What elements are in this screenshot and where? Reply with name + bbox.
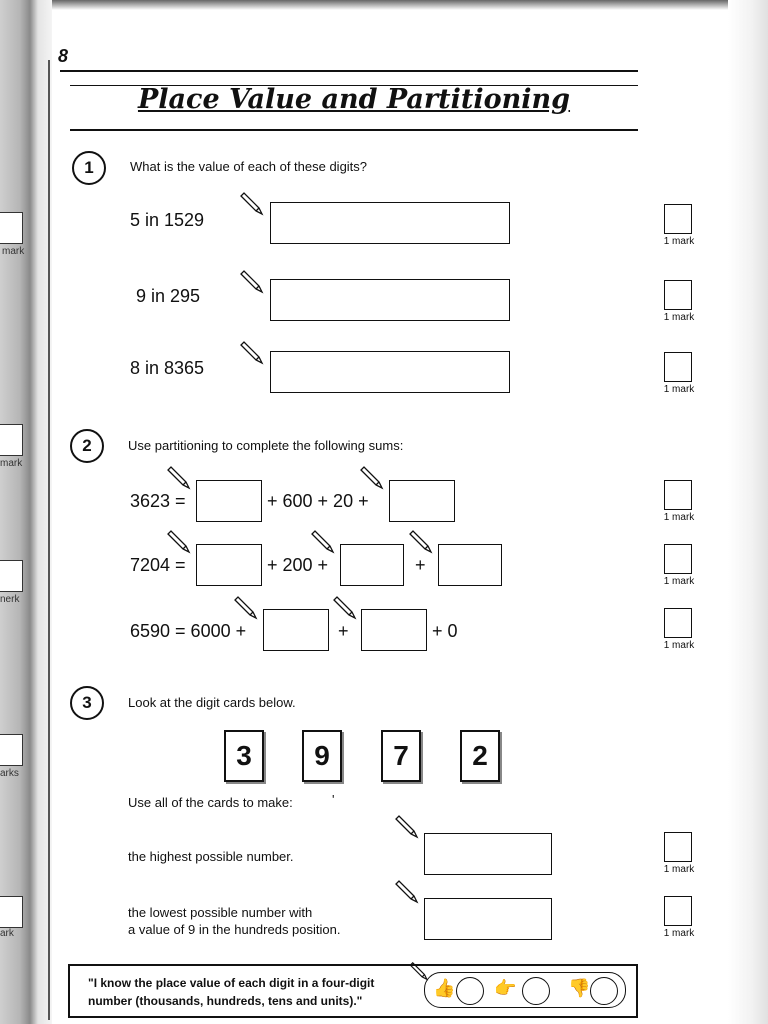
q2-row3-end: + 0 xyxy=(432,621,458,641)
page-title: Place Value and Partitioning xyxy=(137,84,571,115)
header-rule-top xyxy=(60,70,638,72)
mark-box[interactable] xyxy=(664,832,692,862)
question-number: 1 xyxy=(72,151,106,185)
prev-page-mark-label: mark xyxy=(2,246,25,257)
statement-line: number (thousands, hundreds, tens and units)." xyxy=(88,994,363,1008)
question-number: 2 xyxy=(70,429,104,463)
pencil-icon xyxy=(358,466,386,494)
mark-label: 1 mark xyxy=(663,640,695,651)
q3-part-a: the highest possible number. xyxy=(128,849,294,864)
q3-instruction: Use all of the cards to make: xyxy=(128,795,293,810)
prev-page-mark-box xyxy=(0,896,23,928)
prev-page-mark-box xyxy=(0,734,23,766)
mark-label: 1 mark xyxy=(663,512,695,523)
book-spine xyxy=(0,0,52,1024)
mark-label: 1 mark xyxy=(663,576,695,587)
q2-answer-box[interactable] xyxy=(196,544,262,586)
q2-row3-lhs: 6590 = 6000 + xyxy=(130,621,247,641)
q2-answer-box[interactable] xyxy=(438,544,502,586)
rating-circle-needs-work[interactable] xyxy=(590,977,618,1005)
q2-answer-box[interactable] xyxy=(340,544,404,586)
pencil-icon xyxy=(309,530,337,558)
prev-page-mark-label: arks xyxy=(0,768,19,779)
q1-answer-box[interactable] xyxy=(270,351,510,393)
q2-row2-mid: + 200 + xyxy=(267,555,329,575)
self-assessment-statement xyxy=(88,974,418,1010)
rating-circle-good[interactable] xyxy=(456,977,484,1005)
thumb-down-icon: 👎 xyxy=(568,978,591,998)
mark-box[interactable] xyxy=(664,204,692,234)
statement-line: "I know the place value of each digit in a four-digit xyxy=(88,976,375,990)
thumb-up-icon: 👍 xyxy=(433,978,456,998)
digit-card: 9 xyxy=(302,730,342,782)
stray-mark: ' xyxy=(332,792,335,807)
mark-box[interactable] xyxy=(664,280,692,310)
digit-card: 7 xyxy=(381,730,421,782)
pencil-icon xyxy=(165,466,193,494)
header-rule-bottom xyxy=(70,129,638,131)
q2-row2-plus: + xyxy=(415,555,426,575)
mark-box[interactable] xyxy=(664,896,692,926)
mark-label: 1 mark xyxy=(663,384,695,395)
q2-answer-box[interactable] xyxy=(389,480,455,522)
pencil-icon xyxy=(238,270,266,298)
question-prompt: What is the value of each of these digits? xyxy=(130,159,368,174)
prev-page-mark-box xyxy=(0,560,23,592)
q2-row1-lhs: 3623 = xyxy=(130,491,186,511)
rating-circle-ok[interactable] xyxy=(522,977,550,1005)
q1-item-label: 8 in 8365 xyxy=(130,358,205,378)
page-margin-line xyxy=(48,60,50,1020)
question-prompt: Look at the digit cards below. xyxy=(128,695,296,710)
pencil-icon xyxy=(331,596,359,624)
mark-label: 1 mark xyxy=(663,236,695,247)
prev-page-mark-box xyxy=(0,212,23,244)
page-top-shadow xyxy=(0,0,768,10)
q2-row1-mid: + 600 + 20 + xyxy=(267,491,369,511)
mark-label: 1 mark xyxy=(663,312,695,323)
mark-box[interactable] xyxy=(664,608,692,638)
q2-answer-box[interactable] xyxy=(196,480,262,522)
q1-answer-box[interactable] xyxy=(270,279,510,321)
pencil-icon xyxy=(407,530,435,558)
pencil-icon xyxy=(393,880,421,908)
q2-answer-box[interactable] xyxy=(263,609,329,651)
prev-page-mark-box xyxy=(0,424,23,456)
page-edge-shadow xyxy=(728,0,768,1024)
pencil-icon xyxy=(232,596,260,624)
q2-row3-plus: + xyxy=(338,621,349,641)
q1-answer-box[interactable] xyxy=(270,202,510,244)
prev-page-mark-label: ark xyxy=(0,928,14,939)
prev-page-mark-label: mark xyxy=(0,458,23,469)
pencil-icon xyxy=(238,341,266,369)
page-number: 8 xyxy=(58,46,69,66)
q2-row2-lhs: 7204 = xyxy=(130,555,186,575)
thumb-sideways-icon: 👉 xyxy=(494,978,517,998)
pencil-icon xyxy=(238,192,266,220)
pencil-icon xyxy=(393,815,421,843)
prev-page-mark-label: nerk xyxy=(0,594,20,605)
digit-card: 3 xyxy=(224,730,264,782)
mark-label: 1 mark xyxy=(663,928,695,939)
mark-box[interactable] xyxy=(664,352,692,382)
q3-part-b-line1: the lowest possible number with xyxy=(128,905,313,920)
mark-label: 1 mark xyxy=(663,864,695,875)
q3-answer-box[interactable] xyxy=(424,833,552,875)
mark-box[interactable] xyxy=(664,544,692,574)
digit-card: 2 xyxy=(460,730,500,782)
q1-item-label: 5 in 1529 xyxy=(130,210,205,230)
q2-answer-box[interactable] xyxy=(361,609,427,651)
question-prompt: Use partitioning to complete the following sums: xyxy=(128,438,404,453)
q3-part-b-line2: a value of 9 in the hundreds position. xyxy=(128,922,341,937)
q1-item-label: 9 in 295 xyxy=(136,286,201,306)
pencil-icon xyxy=(165,530,193,558)
question-number: 3 xyxy=(70,686,104,720)
mark-box[interactable] xyxy=(664,480,692,510)
q3-answer-box[interactable] xyxy=(424,898,552,940)
